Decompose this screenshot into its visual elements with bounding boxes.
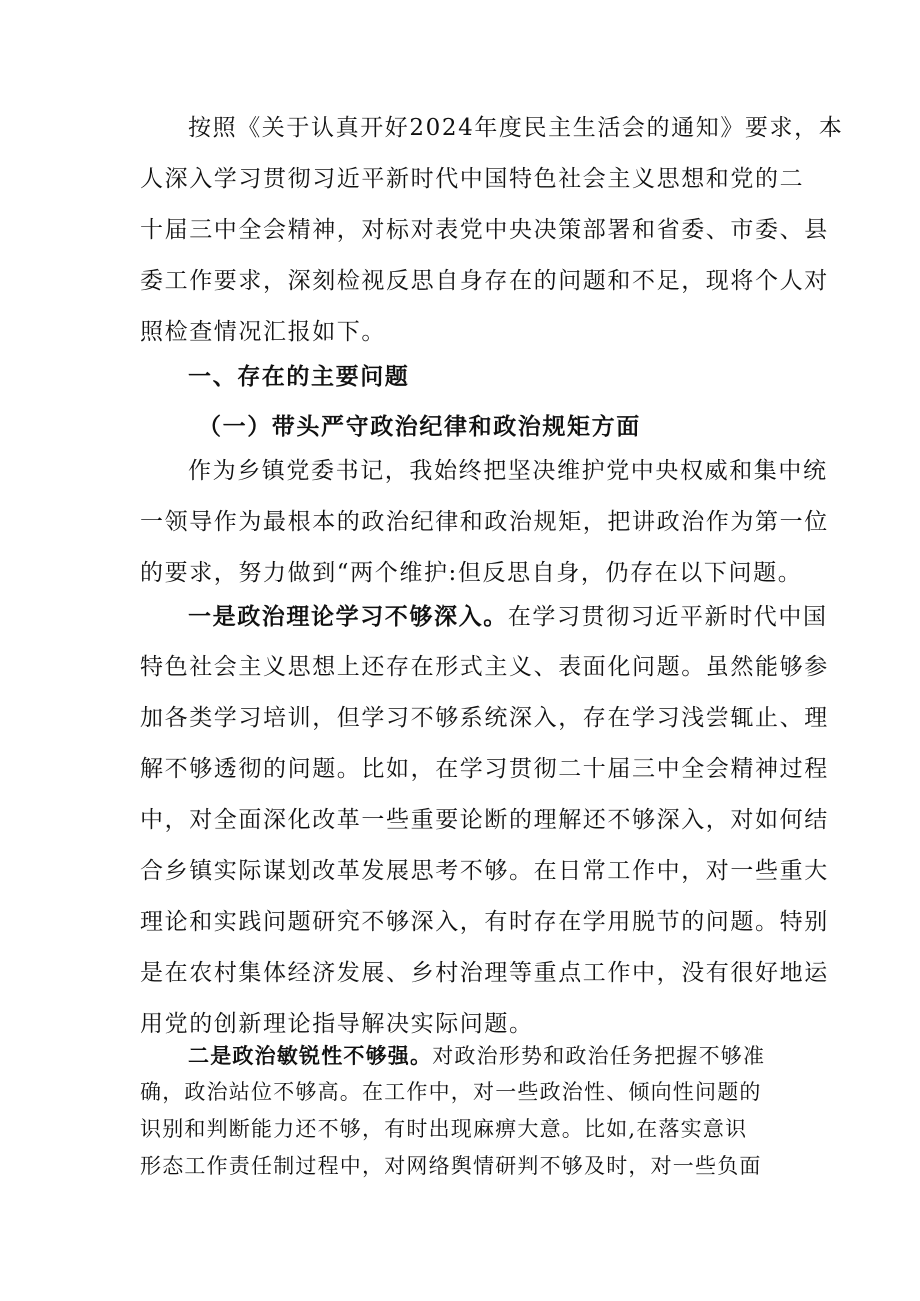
- issue-one-line: 是在农村集体经济发展、乡村治理等重点工作中，没有很好地运: [140, 960, 829, 986]
- intro-line: 委工作要求，深刻检视反思自身存在的问题和不足，现将个人对: [140, 268, 829, 294]
- issue-two-first-rest: 对政治形势和政治任务把握不够准: [432, 1044, 766, 1068]
- section-heading: 一、存在的主要问题: [188, 363, 410, 390]
- issue-two-line: 确，政治站位不够高。在工作中，对一些政治性、倾向性问题的: [140, 1080, 762, 1104]
- issue-one-paragraph: [140, 591, 829, 1050]
- intro-line: 按照《关于认真开好2024年度民主生活会的通知》要求，本: [188, 115, 844, 141]
- role-line: 一领导作为最根本的政治纪律和政治规矩，把讲政治作为第一位: [140, 509, 829, 535]
- subsection-heading: （一）带头严守政治纪律和政治规矩方面: [198, 413, 641, 440]
- issue-two-lead: 二是政治敏锐性不够强。: [188, 1043, 433, 1068]
- issue-two-first-line: [140, 1037, 788, 1074]
- role-paragraph: [140, 446, 829, 599]
- issue-one-line: 解不够透彻的问题。比如，在学习贯彻二十届三中全会精神过程: [140, 756, 829, 782]
- issue-one-first-line: [140, 591, 828, 642]
- issue-one-line: 用党的创新理论指导解决实际问题。: [140, 1011, 534, 1037]
- issue-one-line: 理论和实践问题研究不够深入，有时存在学用脱节的问题。特别: [140, 909, 829, 935]
- issue-one-line: 特色社会主义思想上还存在形式主义、表面化问题。虽然能够参: [140, 654, 829, 680]
- issue-two-line: 识别和判断能力还不够，有时出现麻痹大意。比如,在落实意识: [140, 1117, 748, 1141]
- role-line: 的要求，努力做到“两个维护:但反思自身，仍存在以下问题。: [140, 560, 803, 586]
- issue-one-line: 中，对全面深化改革一些重要论断的理解还不够深入，对如何结: [140, 807, 829, 833]
- issue-two-line: 形态工作责任制过程中，对网络舆情研判不够及时，对一些负面: [140, 1154, 762, 1178]
- issue-one-first-rest: 在学习贯彻习近平新时代中国: [507, 604, 828, 630]
- role-line: 作为乡镇党委书记，我始终把坚决维护党中央权威和集中统: [188, 458, 828, 484]
- intro-line: 十届三中全会精神，对标对表党中央决策部署和省委、市委、县: [140, 217, 829, 243]
- issue-one-line: 合乡镇实际谋划改革发展思考不够。在日常工作中，对一些重大: [140, 858, 829, 884]
- issue-two-paragraph: [140, 1037, 788, 1185]
- intro-paragraph: [140, 103, 844, 358]
- issue-one-lead: 一是政治理论学习不够深入。: [188, 603, 508, 630]
- intro-line: 人深入学习贯彻习近平新时代中国特色社会主义思想和党的二: [140, 166, 805, 192]
- issue-one-line: 加各类学习培训，但学习不够系统深入，存在学习浅尝辄止、理: [140, 705, 829, 731]
- intro-line: 照检查情况汇报如下。: [140, 319, 386, 345]
